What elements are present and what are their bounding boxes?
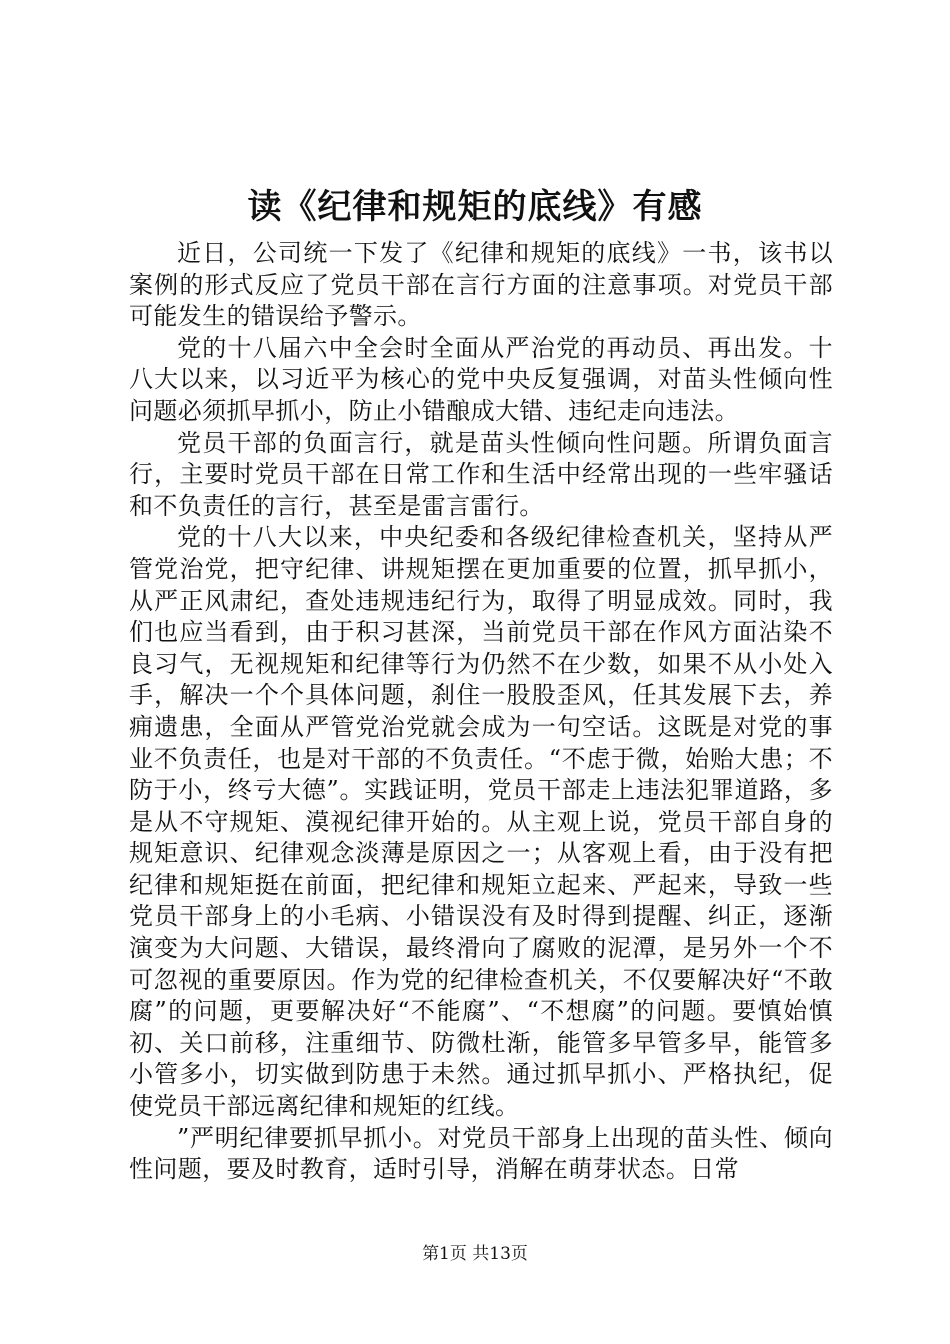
paragraph-2: 党的十八届六中全会时全面从严治党的再动员、再出发。十八大以来，以习近平为核心的党中央反复强调，对苗头性倾向性问题必须抓早抓小，防止小错酿成大错、违纪走向违法。	[129, 333, 833, 425]
paragraph-3: 党员干部的负面言行，就是苗头性倾向性问题。所谓负面言行，主要时党员干部在日常工作和生活中经常出现的一些牢骚话和不负责任的言行，甚至是雷言雷行。	[129, 428, 833, 520]
document-body	[129, 238, 833, 1186]
page-number-footer: 第1页 共13页	[422, 1244, 528, 1264]
paragraph-1: 近日，公司统一下发了《纪律和规矩的底线》一书，该书以案例的形式反应了党员干部在言行方面的注意事项。对党员干部可能发生的错误给予警示。	[129, 239, 833, 331]
document-title: 读《纪律和规矩的底线》有感	[247, 187, 703, 227]
paragraph-5: ”严明纪律要抓早抓小。对党员干部身上出现的苗头性、倾向性问题，要及时教育，适时引导，消解在萌芽状态。日常	[129, 1123, 833, 1184]
paragraph-4: 党的十八大以来，中央纪委和各级纪律检查机关，坚持从严管党治党，把守纪律、讲规矩摆在更加重要的位置，抓早抓小，从严正风肃纪，查处违规违纪行为，取得了明显成效。同时，我们也应当看到，由于积习甚深，当前党员干部在作风方面沾染不良习气，无视规矩和纪律等行为仍然不在少数，如果不从小处入手，解决一个个具体问题，刹住一股股歪风，任其发展下去，养痈遗患，全面从严管党治党就会成为一句空话。这既是对党的事业不负责任，也是对干部的不负责任。“不虑于微，始贻大患；不防于小，终亏大德”。实践证明，党员干部走上违法犯罪道路，多是从不守规矩、漠视纪律开始的。从主观上说，党员干部自身的规矩意识、纪律观念淡薄是原因之一；从客观上看，由于没有把纪律和规矩挺在前面，把纪律和规矩立起来、严起来，导致一些党员干部身上的小毛病、小错误没有及时得到提醒、纠正，逐渐演变为大问题、大错误，最终滑向了腐败的泥潭，是另外一个不可忽视的重要原因。作为党的纪律检查机关，不仅要解决好“不敢腐”的问题，更要解决好“不能腐”、“不想腐”的问题。要慎始慎初、关口前移，注重细节、防微杜渐，能管多早管多早，能管多小管多小，切实做到防患于未然。通过抓早抓小、严格执纪，促使党员干部远离纪律和规矩的红线。	[129, 523, 833, 1121]
